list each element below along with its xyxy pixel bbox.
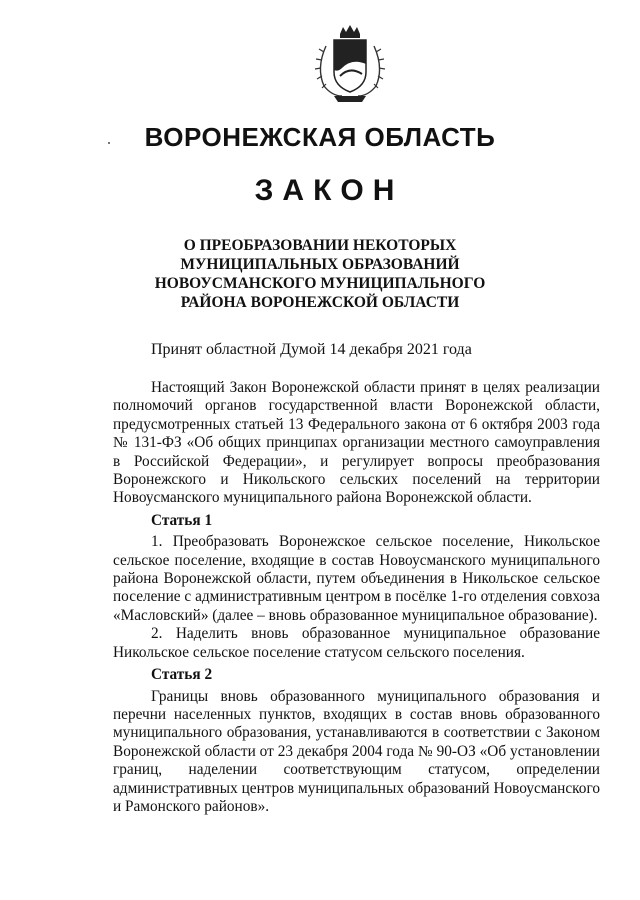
- article-heading: Статья 1: [151, 511, 213, 529]
- article-heading: Статья 2: [151, 666, 213, 684]
- preamble-paragraph: Настоящий Закон Воронежской области принят в целях реализации полномочий органов государственной власти Воронежской области, предусмотренных статьей 13 Федерального закона от 6 октября 2003 года № 131-ФЗ «Об общих принципах организации местного самоуправления в Российской Федерации», и регулирует вопросы преобразования Воронежского и Никольского сельских поселений на территории Новоусманского муниципального района Воронежской области.: [113, 379, 600, 507]
- law-title-line: НОВОУСМАНСКОГО МУНИЦИПАЛЬНОГО: [154, 275, 486, 292]
- law-body: [113, 379, 600, 816]
- article-paragraph: 1. Преобразовать Воронежское сельское поселение, Никольское сельское поселение, входящие в состав Новоусманского муниципального района Воронежской области, путем объединения в Никольское сельское поселение с административным центром в посёлке 1-го отделения совхоза «Масловский» (далее – вновь образованное муниципальное образование).: [113, 533, 600, 624]
- law-title-line: О ПРЕОБРАЗОВАНИИ НЕКОТОРЫХ: [183, 237, 457, 254]
- region-heading: ВОРОНЕЖСКАЯ ОБЛАСТЬ: [144, 122, 496, 152]
- adoption-date: Принят областной Думой 14 декабря 2021 года: [151, 341, 472, 358]
- article-paragraph: Границы вновь образованного муниципального образования и перечни населенных пунктов, входящих в состав вновь образованного муниципального образования, устанавливаются в соответствии с Законом Воронежской области от 23 декабря 2004 года № 90-ОЗ «Об установлении границ, наделении соответствующим статусом, определении административных центров муниципальных образований Новоусманского и Рамонского районов».: [113, 687, 600, 815]
- law-title: [100, 236, 540, 312]
- law-title-line: РАЙОНА ВОРОНЕЖСКОЙ ОБЛАСТИ: [180, 294, 460, 311]
- law-title-line: МУНИЦИПАЛЬНЫХ ОБРАЗОВАНИЙ: [180, 256, 460, 273]
- coat-of-arms-icon: [312, 24, 388, 106]
- document-type-heading: ЗАКОН: [254, 174, 404, 207]
- article-paragraph: 2. Наделить вновь образованное муниципальное образование Никольское сельское поселение статусом сельского поселения.: [113, 625, 600, 661]
